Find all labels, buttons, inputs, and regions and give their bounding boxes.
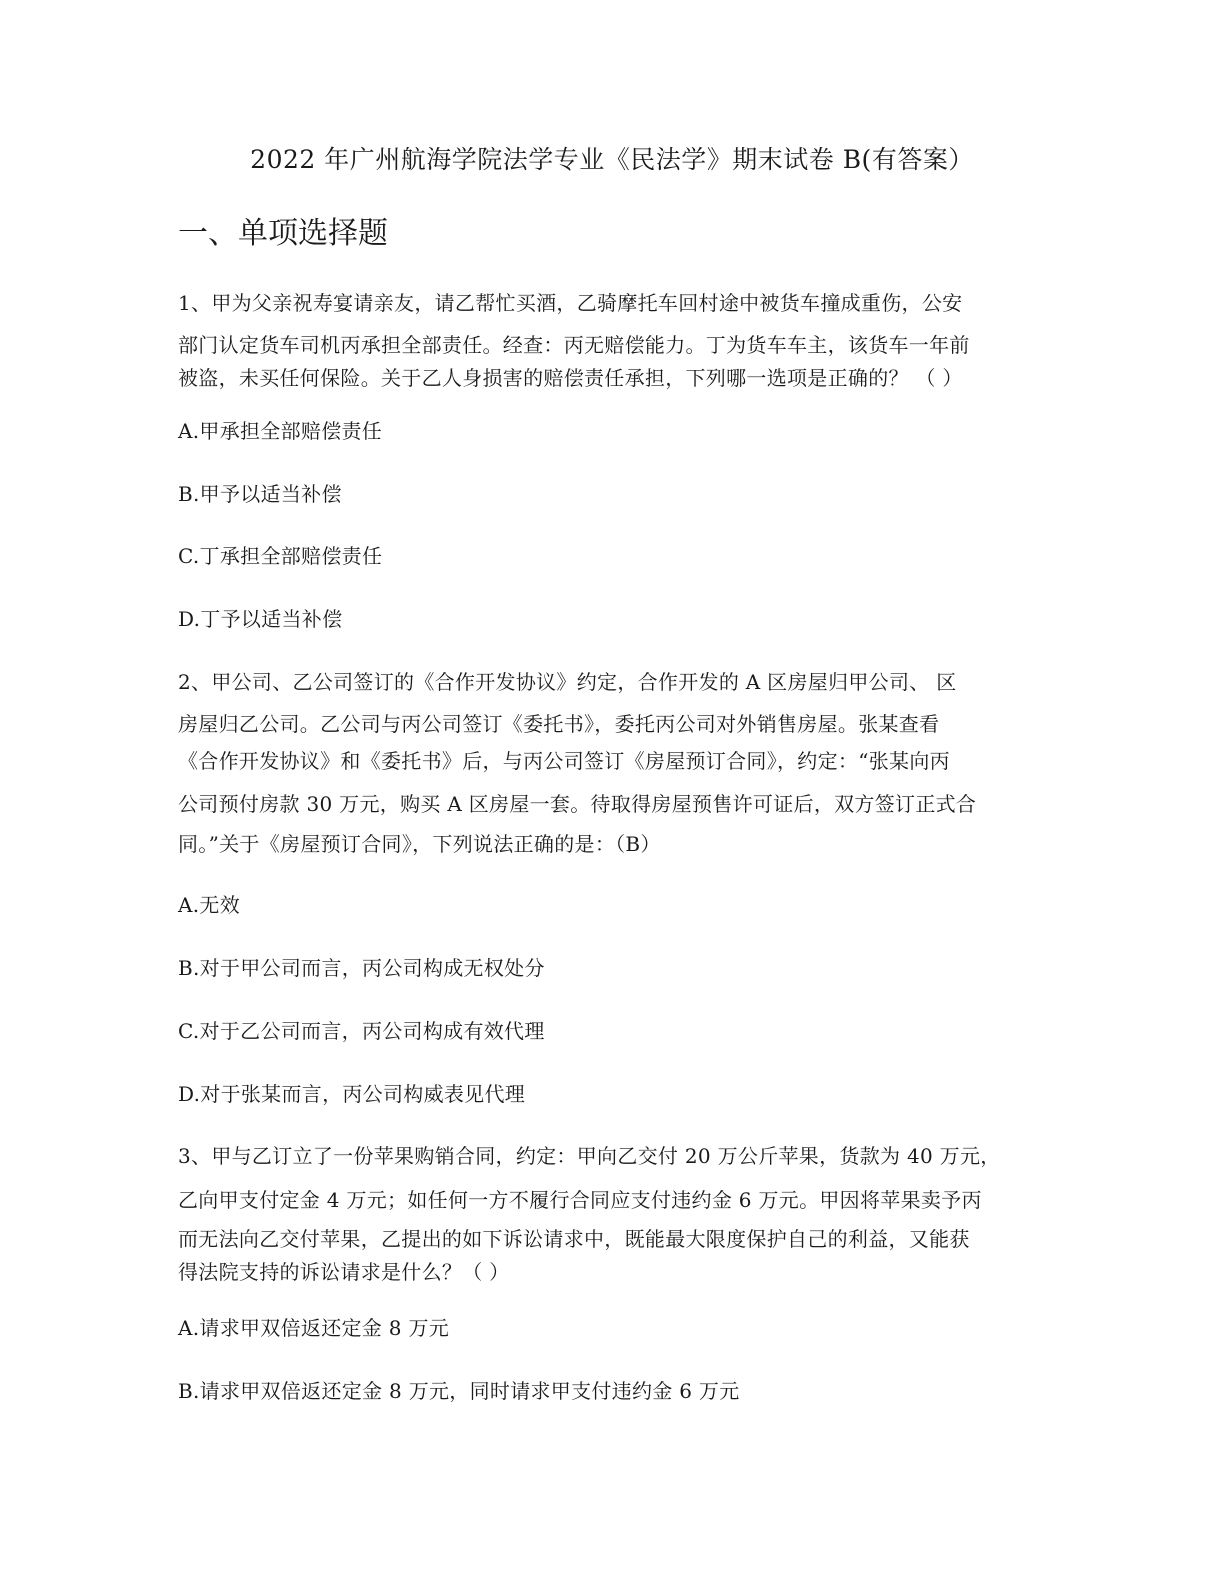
question-2-option-a: A.无效: [178, 893, 241, 917]
question-3-stem-line: 得法院支持的诉讼请求是什么？（ ）: [178, 1260, 510, 1284]
question-3-stem-line: 3、甲与乙订立了一份苹果购销合同，约定：甲向乙交付 20 万公斤苹果，货款为 40 万元，: [178, 1144, 1001, 1168]
section-heading: 一、单项选择题: [178, 216, 388, 251]
question-2-stem-line: 《合作开发协议》和《委托书》后，与丙公司签订《房屋预订合同》，约定：“张某向丙: [178, 749, 950, 773]
question-2-option-c: C.对于乙公司而言，丙公司构成有效代理: [178, 1019, 545, 1043]
question-1-option-a: A.甲承担全部赔偿责任: [178, 419, 383, 443]
question-2-stem-line: 同。”关于《房屋预订合同》，下列说法正确的是：（B）: [178, 832, 661, 856]
question-1-option-c: C.丁承担全部赔偿责任: [178, 544, 383, 568]
question-2-option-d: D.对于张某而言，丙公司构威表见代理: [178, 1082, 526, 1106]
question-2-stem-line: 2、甲公司、乙公司签订的《合作开发协议》约定，合作开发的 A 区房屋归甲公司、 区: [178, 670, 957, 694]
page-title: 2022 年广州航海学院法学专业《民法学》期末试卷 B(有答案）: [250, 145, 974, 174]
question-1-stem-line: 部门认定货车司机丙承担全部责任。经查：丙无赔偿能力。丁为货车车主，该货车一年前: [178, 333, 970, 357]
question-1-option-b: B.甲予以适当补偿: [178, 482, 342, 506]
question-3-option-a: A.请求甲双倍返还定金 8 万元: [178, 1316, 450, 1340]
question-1-option-d: D.丁予以适当补偿: [178, 607, 343, 631]
question-3-stem-line: 乙向甲支付定金 4 万元；如任何一方不履行合同应支付违约金 6 万元。甲因将苹果卖予丙: [178, 1188, 982, 1212]
question-3-option-b: B.请求甲双倍返还定金 8 万元，同时请求甲支付违约金 6 万元: [178, 1379, 740, 1403]
question-2-stem-line: 房屋归乙公司。乙公司与丙公司签订《委托书》，委托丙公司对外销售房屋。张某查看: [178, 712, 940, 736]
question-2-stem-line: 公司预付房款 30 万元，购买 A 区房屋一套。待取得房屋预售许可证后，双方签订正式合: [178, 792, 977, 816]
question-3-stem-line: 而无法向乙交付苹果，乙提出的如下诉讼请求中，既能最大限度保护自己的利益，又能获: [178, 1227, 970, 1251]
question-1-stem-line: 1、甲为父亲祝寿宴请亲友，请乙帮忙买酒，乙骑摩托车回村途中被货车撞成重伤，公安: [178, 291, 963, 315]
question-2-option-b: B.对于甲公司而言，丙公司构成无权处分: [178, 956, 545, 980]
question-1-stem-line: 被盗，未买任何保险。关于乙人身损害的赔偿责任承担，下列哪一选项是正确的？ （ ）: [178, 366, 963, 390]
